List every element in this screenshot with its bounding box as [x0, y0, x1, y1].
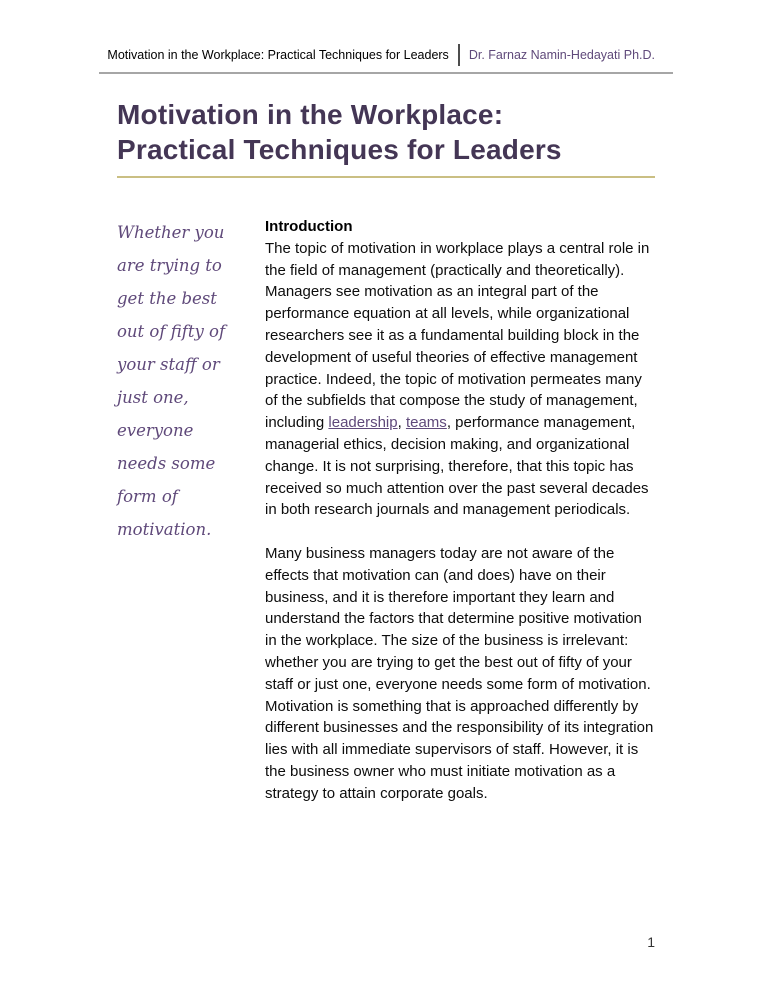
- page-title-line1: Motivation in the Workplace:: [117, 99, 504, 130]
- body-column: [265, 216, 655, 805]
- paragraph-1-text-after: , performance management, managerial ethics, decision making, and organizational change. It is not surprising, therefore, that this topic has received so much attention over the past several decades in both research journals and management periodicals.: [265, 414, 649, 519]
- page-title-line2: Practical Techniques for Leaders: [117, 134, 562, 165]
- header-rule: [99, 72, 673, 74]
- header-running-title: Motivation in the Workplace: Practical Techniques for Leaders: [107, 48, 449, 62]
- page-number: 1: [647, 934, 655, 950]
- teams-link[interactable]: teams: [405, 414, 447, 432]
- leadership-link[interactable]: leadership: [328, 414, 398, 432]
- section-heading-introduction: Introduction: [265, 218, 353, 235]
- two-column-layout: [117, 216, 655, 805]
- page-title: [117, 97, 655, 167]
- title-rule: [117, 176, 655, 178]
- link-separator-text: ,: [397, 414, 406, 432]
- paragraph-1-text-before: The topic of motivation in workplace plays a central role in the field of management (practically and theoretically). Managers see motivation as an integral part of the performance equation at all levels, while organizational researchers see it as a fundamental building block in the development of useful theories of effective management practice. Indeed, the topic of motivation permeates many of the subfields that compose the study of management, including: [265, 239, 650, 432]
- paragraph-1: [265, 238, 655, 521]
- header-divider: [458, 44, 460, 66]
- header-author: Dr. Farnaz Namin-Hedayati Ph.D.: [468, 48, 655, 62]
- pull-quote: Whether you are trying to get the best out of fifty of your staff or just one, everyone needs some form of motivation.: [117, 223, 226, 539]
- page-header: [107, 0, 655, 66]
- paragraph-2: Many business managers today are not aware of the effects that motivation can (and does) have on their business, and it is therefore important they learn and understand the factors that determine positive motivation in the workplace. The size of the business is irrelevant: whether you are trying to get the best out of fifty of your staff or just one, everyone needs some form of motivation. Motivation is something that is approached differently by different businesses and the responsibility of its integration lies with all immediate supervisors of staff. However, it is the business owner who must initiate motivation as a strategy to attain corporate goals.: [265, 544, 654, 802]
